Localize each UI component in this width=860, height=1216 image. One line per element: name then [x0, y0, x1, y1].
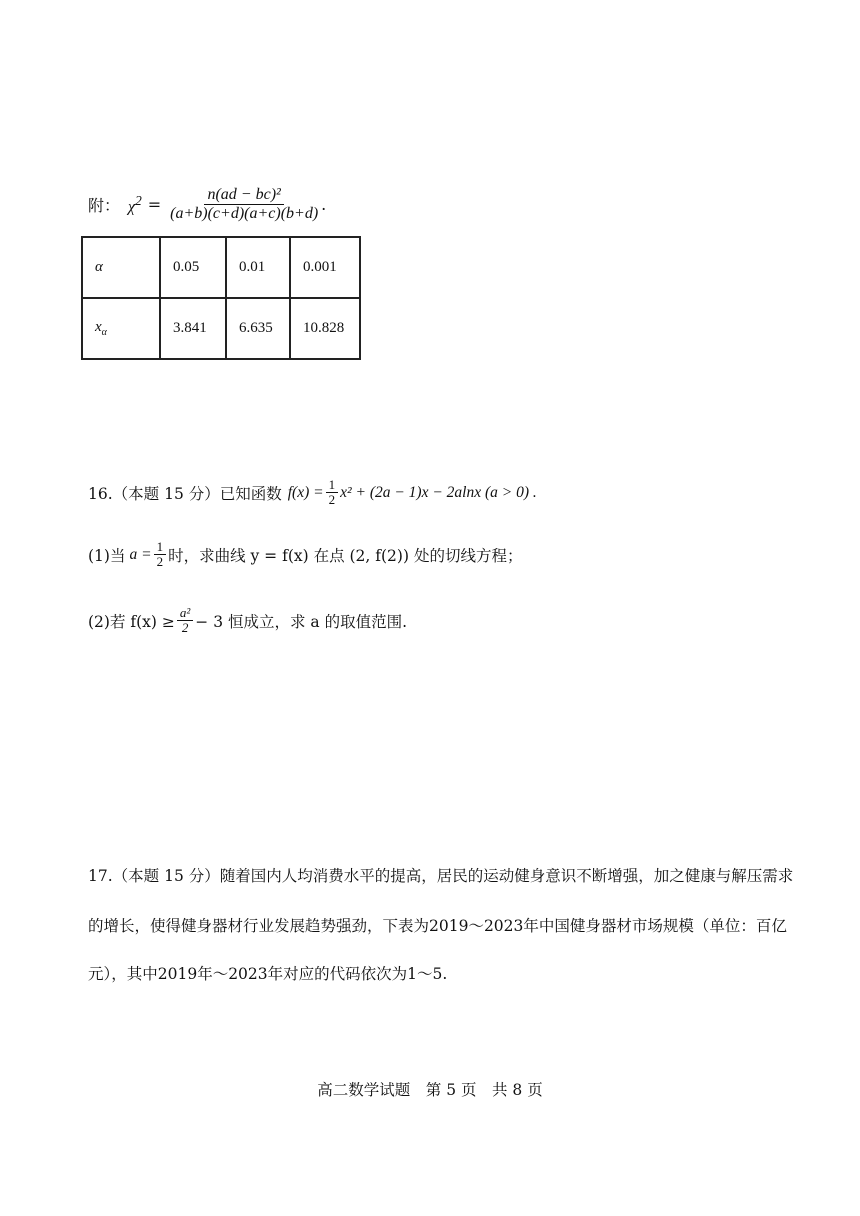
q16-part2-fraction: [177, 606, 193, 636]
table-cell: 0.001: [290, 237, 360, 298]
chi-symbol: [128, 193, 142, 216]
formula-end-punct: .: [321, 194, 327, 214]
table-cell: 6.635: [226, 298, 290, 359]
q16-fx: f(x) =: [287, 484, 324, 502]
formula-numerator: n(ad − bc)²: [204, 186, 283, 205]
q16-part2: [88, 606, 407, 636]
formula-fraction: [167, 186, 321, 223]
formula-denominator: (a+b)(c+d)(a+c)(b+d): [170, 204, 319, 222]
q16-part2-num: a²: [177, 606, 193, 621]
q16-part1-num: 1: [154, 540, 167, 555]
chi-square-formula: [88, 186, 326, 223]
q16-part1: [88, 540, 522, 570]
q16-half-fraction: [326, 478, 339, 508]
q16-expression: x² + (2a − 1)x − 2alnx (a > 0) .: [340, 484, 537, 502]
q17-line-1: 17.（本题 15 分）随着国内人均消费水平的提高，居民的运动健身意识不断增强，加之健康与解压需求: [88, 867, 794, 885]
chi-exponent: 2: [135, 192, 142, 208]
chi-letter: χ: [128, 198, 136, 216]
table-cell: 3.841: [160, 298, 226, 359]
q16-part2-den: 2: [181, 620, 189, 636]
q16-part2-rest: − 3 恒成立，求 a 的取值范围.: [195, 613, 408, 632]
q17-line-2: 的增长，使得健身器材行业发展趋势强劲，下表为2019～2023年中国健身器材市场规模（单位：百亿: [88, 917, 787, 935]
q16-stem: [88, 478, 537, 508]
formula-equals: =: [147, 194, 162, 214]
x-symbol: x: [95, 319, 102, 335]
table-cell: 10.828: [290, 298, 360, 359]
page-footer: 高二数学试题 第 5 页 共 8 页: [317, 1081, 543, 1099]
table-row: [82, 237, 360, 298]
table-cell: 0.01: [226, 237, 290, 298]
q16-half-den: 2: [328, 492, 336, 508]
q16-part1-fraction: [154, 540, 167, 570]
q17-line-3: 元），其中2019年～2023年对应的代码依次为1～5.: [88, 965, 448, 983]
q16-part2-lead: (2)若 f(x) ≥: [88, 613, 175, 632]
table-row-header: α: [82, 237, 160, 298]
alpha-subscript: α: [101, 327, 107, 338]
q16-half-num: 1: [326, 478, 339, 493]
q16-part1-a: a =: [129, 546, 152, 564]
table-row: [82, 298, 360, 359]
q16-intro: 16.（本题 15 分）已知函数: [88, 485, 282, 504]
appendix-label: 附：: [88, 195, 121, 215]
q16-part1-rest: 时，求曲线 y = f(x) 在点 (2, f(2)) 处的切线方程；: [168, 547, 523, 566]
q16-part1-lead: (1)当: [88, 547, 126, 566]
critical-value-table: [81, 236, 361, 360]
q16-part1-den: 2: [156, 554, 164, 570]
table-row-header: [82, 298, 160, 359]
table-cell: 0.05: [160, 237, 226, 298]
